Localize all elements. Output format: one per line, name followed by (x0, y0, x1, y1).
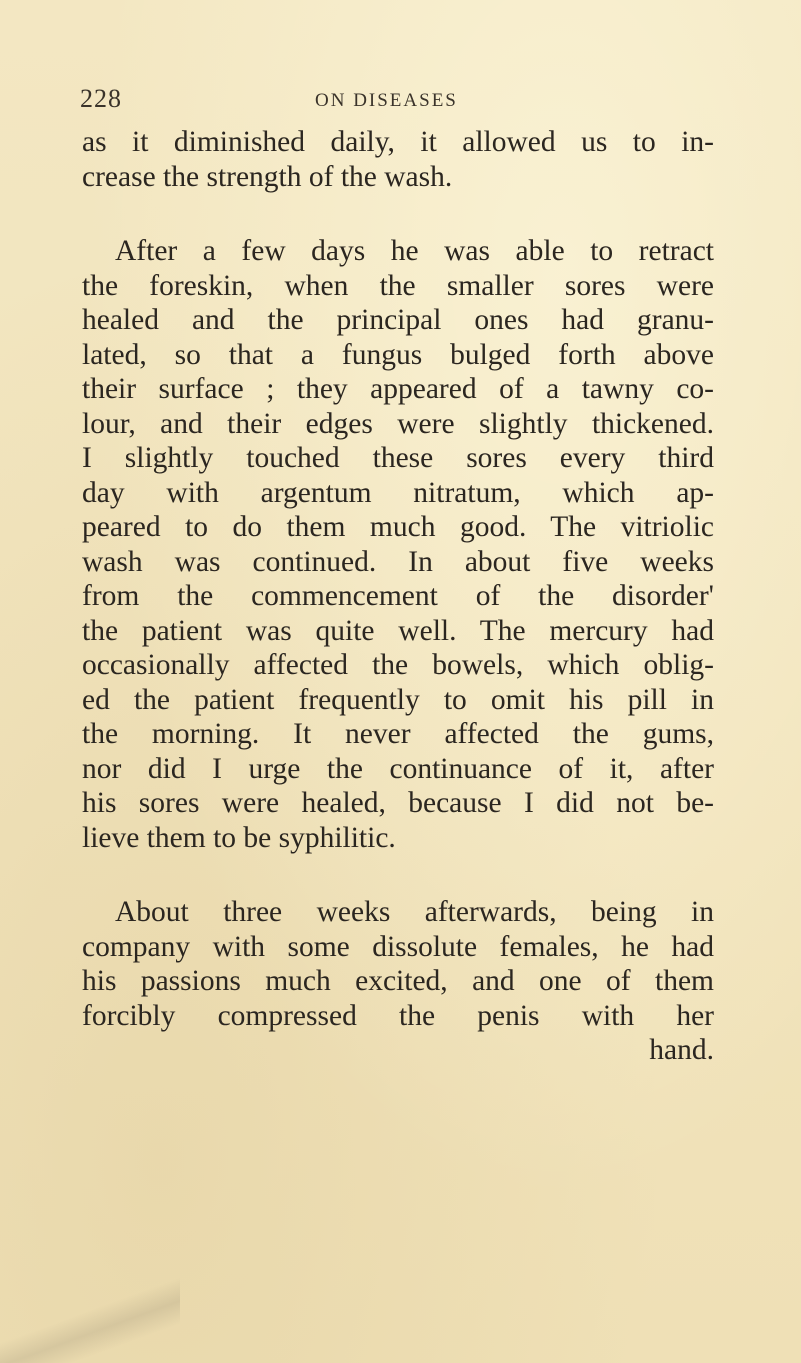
paragraph-2 (82, 234, 714, 855)
text-line: About three weeks afterwards, being in (115, 896, 714, 928)
body-text (82, 125, 714, 1068)
text-line: healed and the principal ones had granu- (82, 304, 714, 336)
text-line: ed the patient frequently to omit his pill in (82, 683, 714, 716)
text-line: lieve them to be syphilitic. (82, 821, 396, 854)
text-line: nor did I urge the continuance of it, after (82, 752, 714, 785)
text-line: lated, so that a fungus bulged forth above (82, 338, 714, 371)
text-line: occasionally affected the bowels, which oblig- (82, 649, 714, 681)
paragraph-3 (82, 895, 714, 1068)
text-line: I slightly touched these sores every third (82, 442, 714, 474)
text-line: crease the strength of the wash. (82, 160, 453, 193)
page-number: 228 (80, 84, 122, 113)
text-line: the patient was quite well. The mercury had (82, 614, 714, 647)
running-head: ON DISEASES (315, 90, 458, 111)
page-fold-shadow (0, 1273, 180, 1363)
text-line: the foreskin, when the smaller sores were (82, 269, 714, 302)
text-line: After a few days he was able to retract (115, 235, 714, 267)
text-line: wash was continued. In about five weeks (82, 545, 714, 578)
text-line: day with argentum nitratum, which ap- (82, 476, 714, 509)
text-line: peared to do them much good. The vitriolic (82, 511, 714, 543)
text-line: from the commencement of the disorder' (82, 580, 714, 612)
text-line: the morning. It never affected the gums, (82, 718, 714, 750)
text-line: their surface ; they appeared of a tawny co- (82, 373, 714, 405)
text-line: forcibly compressed the penis with her (82, 999, 714, 1032)
paragraph-1 (82, 125, 714, 194)
text-line: as it diminished daily, it allowed us to in- (82, 126, 714, 158)
text-line: his passions much excited, and one of them (82, 965, 714, 997)
text-line: his sores were healed, because I did not be- (82, 787, 714, 819)
text-line: hand. (649, 1034, 714, 1066)
text-line: company with some dissolute females, he had (82, 930, 714, 963)
text-line: lour, and their edges were slightly thickened. (82, 407, 714, 440)
